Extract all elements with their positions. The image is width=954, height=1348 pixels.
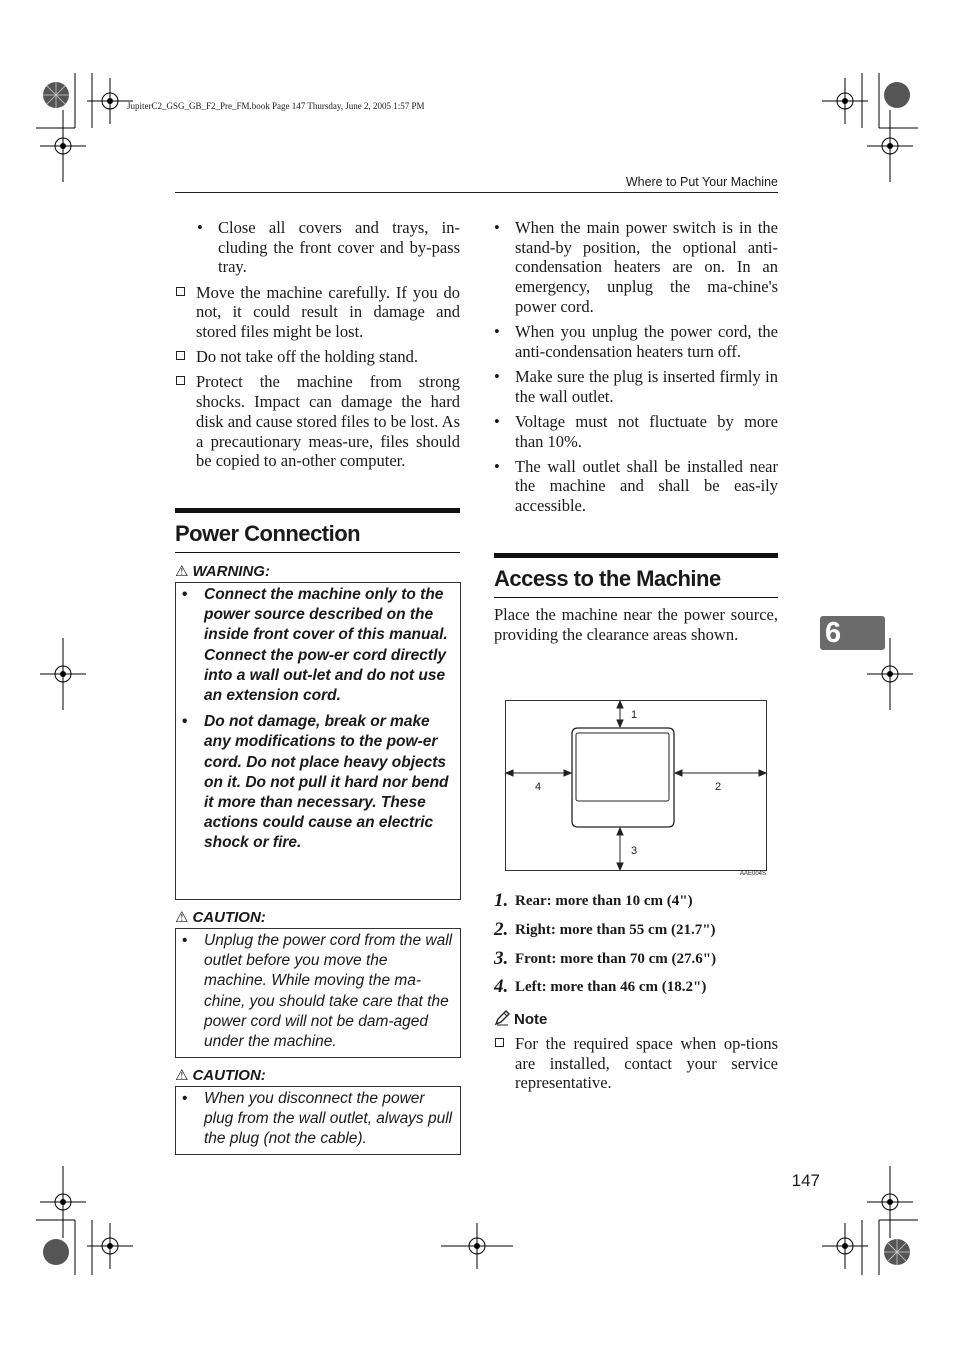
bullet: • (494, 322, 500, 342)
section-title-power-connection: Power Connection (175, 508, 460, 553)
bullet: • (182, 586, 188, 603)
list-item: • Make sure the plug is inserted firmly in the wall outlet. (494, 366, 778, 406)
clearance-item: 1. Rear: more than 10 cm (4") (494, 890, 693, 911)
diagram-label-4: 4 (535, 781, 542, 793)
note-heading: Note (494, 1010, 547, 1028)
pencil-icon (494, 1010, 511, 1026)
list-item: Move the machine carefully. If you do not, it could result in damage and stored files might be lost. (175, 283, 460, 342)
caution-box (175, 928, 461, 1058)
access-intro: Place the machine near the power source, providing the clearance areas shown. (494, 605, 778, 644)
caution-label: ⚠ CAUTION: (175, 909, 266, 926)
list-item: • The wall outlet shall be installed near the machine and shall be eas-ily accessible. (494, 456, 778, 516)
checkbox-icon (176, 376, 185, 385)
machine-outline (572, 728, 674, 827)
caution-box (175, 1086, 461, 1155)
page-number: 147 (791, 1171, 820, 1190)
section-title-access: Access to the Machine (494, 553, 778, 598)
list-item: For the required space when op-tions are installed, contact your service representative. (494, 1034, 778, 1093)
list-item: • Voltage must not fluctuate by more than 10%. (494, 411, 778, 451)
bullet: • (182, 713, 188, 731)
list-item: Do not take off the holding stand. (175, 347, 460, 367)
warning-label: ⚠ WARNING: (175, 563, 270, 580)
chapter-tab: 6 (820, 616, 885, 650)
diagram-label-3: 3 (631, 845, 638, 857)
clearance-list (494, 890, 784, 1005)
list-item: • When the main power switch is in the stand-by position, the optional anti-condensation heaters are on. In an emergency, unplug the ma-chine's power cord. (494, 218, 778, 316)
left-column-list (175, 218, 460, 476)
bullet: • (494, 411, 500, 431)
running-head: Where to Put Your Machine (625, 175, 778, 189)
bullet: • (182, 932, 188, 949)
checkbox-icon (495, 1038, 504, 1047)
list-item: Protect the machine from strong shocks. Impact can damage the hard disk and cause stored files to be lost. As a precautionary meas-ure, files should be copied to an-other computer. (175, 372, 460, 471)
right-column-list (494, 218, 778, 521)
warning-item: • Do not damage, break or make any modifications to the pow-er cord. Do not place heavy objects on it. Do not pull it hard nor bend it more than necessary. These actions could cause an electric shock or fire. (182, 713, 449, 852)
bullet: • (494, 218, 500, 237)
caution-item: • Unplug the power cord from the wall outlet before you move the machine. While moving the ma-chine, you should take care that the power cord will not be dam-aged under the machine. (182, 932, 453, 1051)
diagram-label-1: 1 (631, 709, 638, 721)
warning-triangle-icon: ⚠ (175, 563, 189, 580)
list-item: • When you unplug the power cord, the anti-condensation heaters turn off. (494, 322, 778, 361)
caution-label: ⚠ CAUTION: (175, 1067, 266, 1084)
clearance-item: 3. Front: more than 70 cm (27.6") (494, 947, 717, 969)
header-rule (175, 192, 778, 193)
warning-box (175, 582, 461, 900)
checkbox-icon (176, 351, 185, 360)
warning-triangle-icon: ⚠ (175, 1067, 189, 1084)
diagram-code: AAE004S (740, 871, 767, 876)
note-body (494, 1034, 778, 1099)
bullet: • (494, 366, 500, 386)
list-item: • Close all covers and trays, in-cluding the front cover and by-pass tray. (197, 218, 460, 277)
clearance-item: 2. Right: more than 55 cm (21.7") (494, 918, 716, 940)
clearance-diagram (505, 700, 767, 876)
caution-item: • When you disconnect the power plug from the wall outlet, always pull the plug (not the cable). (182, 1090, 453, 1148)
bullet: • (197, 218, 203, 237)
warning-triangle-icon: ⚠ (175, 909, 189, 926)
warning-item: • Connect the machine only to the power source described on the inside front cover of this manual. Connect the pow-er cord directly into a wall out-let and do not use an extension cord. (182, 586, 448, 705)
diagram-label-2: 2 (715, 781, 722, 793)
clearance-item: 4. Left: more than 46 cm (18.2") (494, 976, 707, 998)
print-info: JupiterC2_GSG_GB_F2_Pre_FM.book Page 147 Thursday, June 2, 2005 1:57 PM (127, 101, 425, 111)
bullet: • (494, 456, 500, 476)
bullet: • (182, 1090, 188, 1107)
checkbox-icon (176, 287, 185, 296)
